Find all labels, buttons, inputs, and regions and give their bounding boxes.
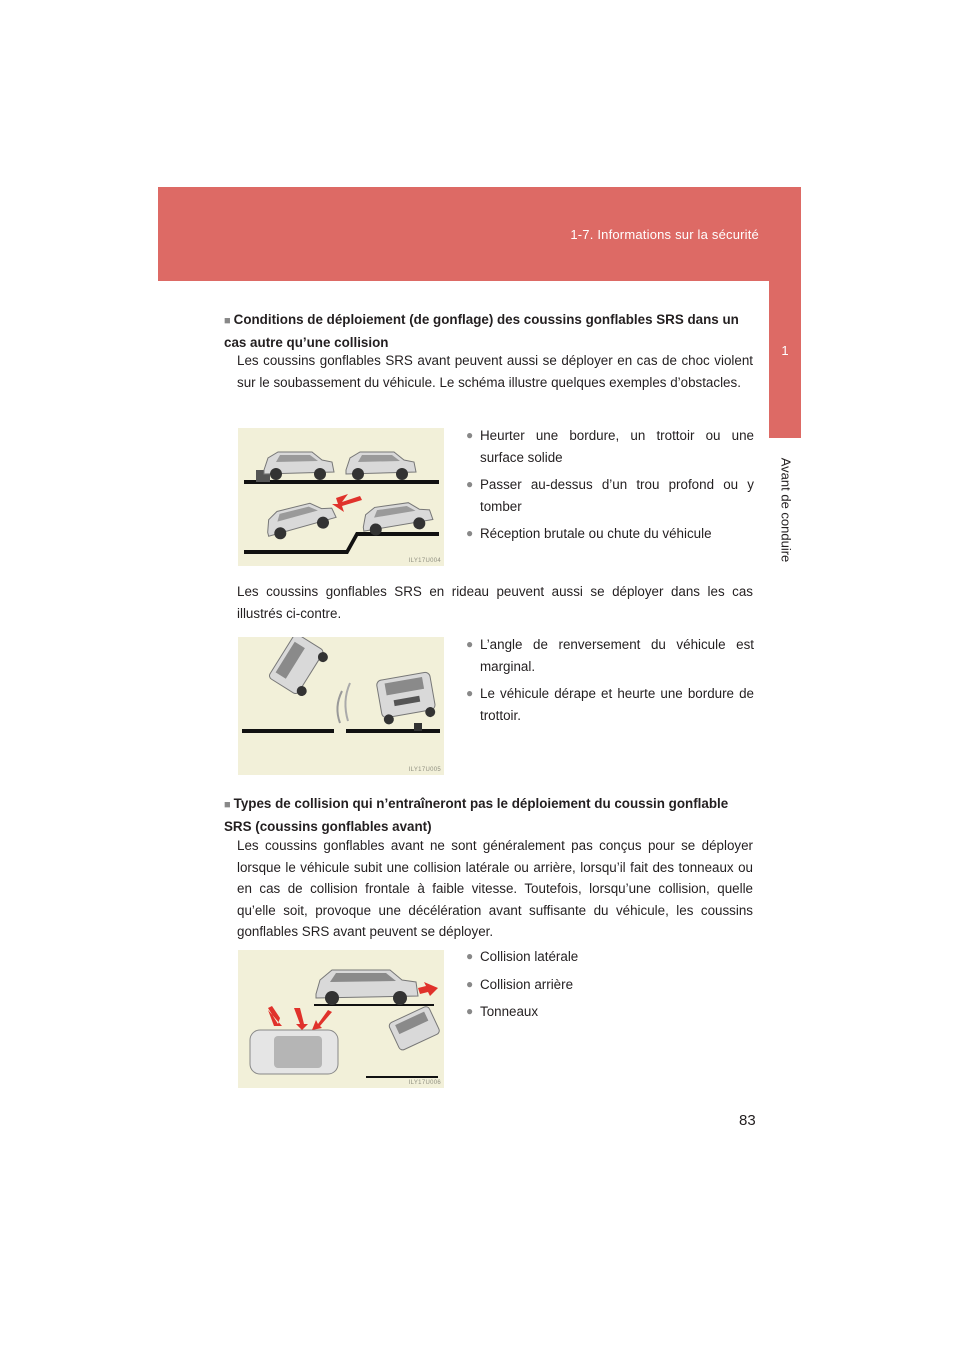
square-bullet-icon: ■ xyxy=(224,799,231,811)
list-item: ● Heurter une bordure, un trottoir ou une surface solide xyxy=(466,425,754,468)
list-item: ● Passer au-dessus d’un trou profond ou y tomber xyxy=(466,474,754,517)
paragraph-no-deployment: Les coussins gonflables avant ne sont généralement pas conçus pour se déployer lorsque le véhicule subit une collision latérale ou arrière, lorsqu’il fait des tonneaux ou en cas de collision frontale à faible vitesse. Toutefois, lorsqu’une collision, quelle qu’elle soit, provoque une décélération avant suffisante du véhicule, les coussins gonflables SRS avant peuvent se déployer. xyxy=(237,838,753,939)
bullet-list-curtain xyxy=(466,634,754,732)
paragraph-curtain: Les coussins gonflables SRS en rideau peuvent aussi se déployer dans les cas illustrés ci-contre. xyxy=(237,584,753,621)
illustration-rollover-skid xyxy=(238,637,444,775)
chapter-label: Avant de conduire xyxy=(778,457,794,563)
list-item: ● L’angle de renversement du véhicule est marginal. xyxy=(466,634,754,677)
bullet-dot-icon: ● xyxy=(466,686,474,700)
page-number: 83 xyxy=(739,1112,756,1129)
illustration-obstacles xyxy=(238,428,444,566)
section-heading-deployment-conditions xyxy=(224,309,752,353)
heading-text: Types de collision qui n’entraîneront pas le déploiement du coussin gonflable SRS (coussins gonflables avant) xyxy=(224,796,729,834)
bullet-list-collision-types xyxy=(466,946,754,1029)
section-title: 1-7. Informations sur la sécurité xyxy=(570,227,759,242)
list-item: ● Le véhicule dérape et heurte une bordure de trottoir. xyxy=(466,683,754,726)
figure-code: ILY17U004 xyxy=(408,558,441,564)
chapter-number: 1 xyxy=(781,343,789,358)
list-item: ● Tonneaux xyxy=(466,1001,754,1023)
figure-code: ILY17U006 xyxy=(408,1080,441,1086)
chapter-tab xyxy=(769,281,801,438)
chapter-header-band xyxy=(158,187,801,281)
bullet-list-obstacles xyxy=(466,425,754,551)
bullet-dot-icon: ● xyxy=(466,477,474,491)
bullet-dot-icon: ● xyxy=(466,976,474,991)
bullet-dot-icon: ● xyxy=(466,637,474,651)
bullet-dot-icon: ● xyxy=(466,428,474,442)
bullet-dot-icon: ● xyxy=(466,526,474,540)
bullet-dot-icon: ● xyxy=(466,949,474,963)
square-bullet-icon: ■ xyxy=(224,315,231,327)
heading-text: Conditions de déploiement (de gonflage) des coussins gonflables SRS dans un cas autre qu’une collision xyxy=(224,312,739,350)
list-item: ● Collision latérale xyxy=(466,946,754,968)
section-heading-no-deployment xyxy=(224,793,752,837)
list-item: ● Collision arrière xyxy=(466,974,754,996)
list-item: ● Réception brutale ou chute du véhicule xyxy=(466,523,754,545)
illustration-collision-types xyxy=(238,950,444,1088)
figure-code: ILY17U005 xyxy=(408,767,441,773)
bullet-dot-icon: ● xyxy=(466,1004,474,1018)
figure-obstacles xyxy=(238,428,444,566)
figure-rollover-skid xyxy=(238,637,444,775)
figure-collision-types xyxy=(238,950,444,1088)
paragraph-undercarriage: Les coussins gonflables SRS avant peuvent aussi se déployer en cas de choc violent sur le soubassement du véhicule. Le schéma illustre quelques exemples d’obstacles. xyxy=(237,353,753,390)
